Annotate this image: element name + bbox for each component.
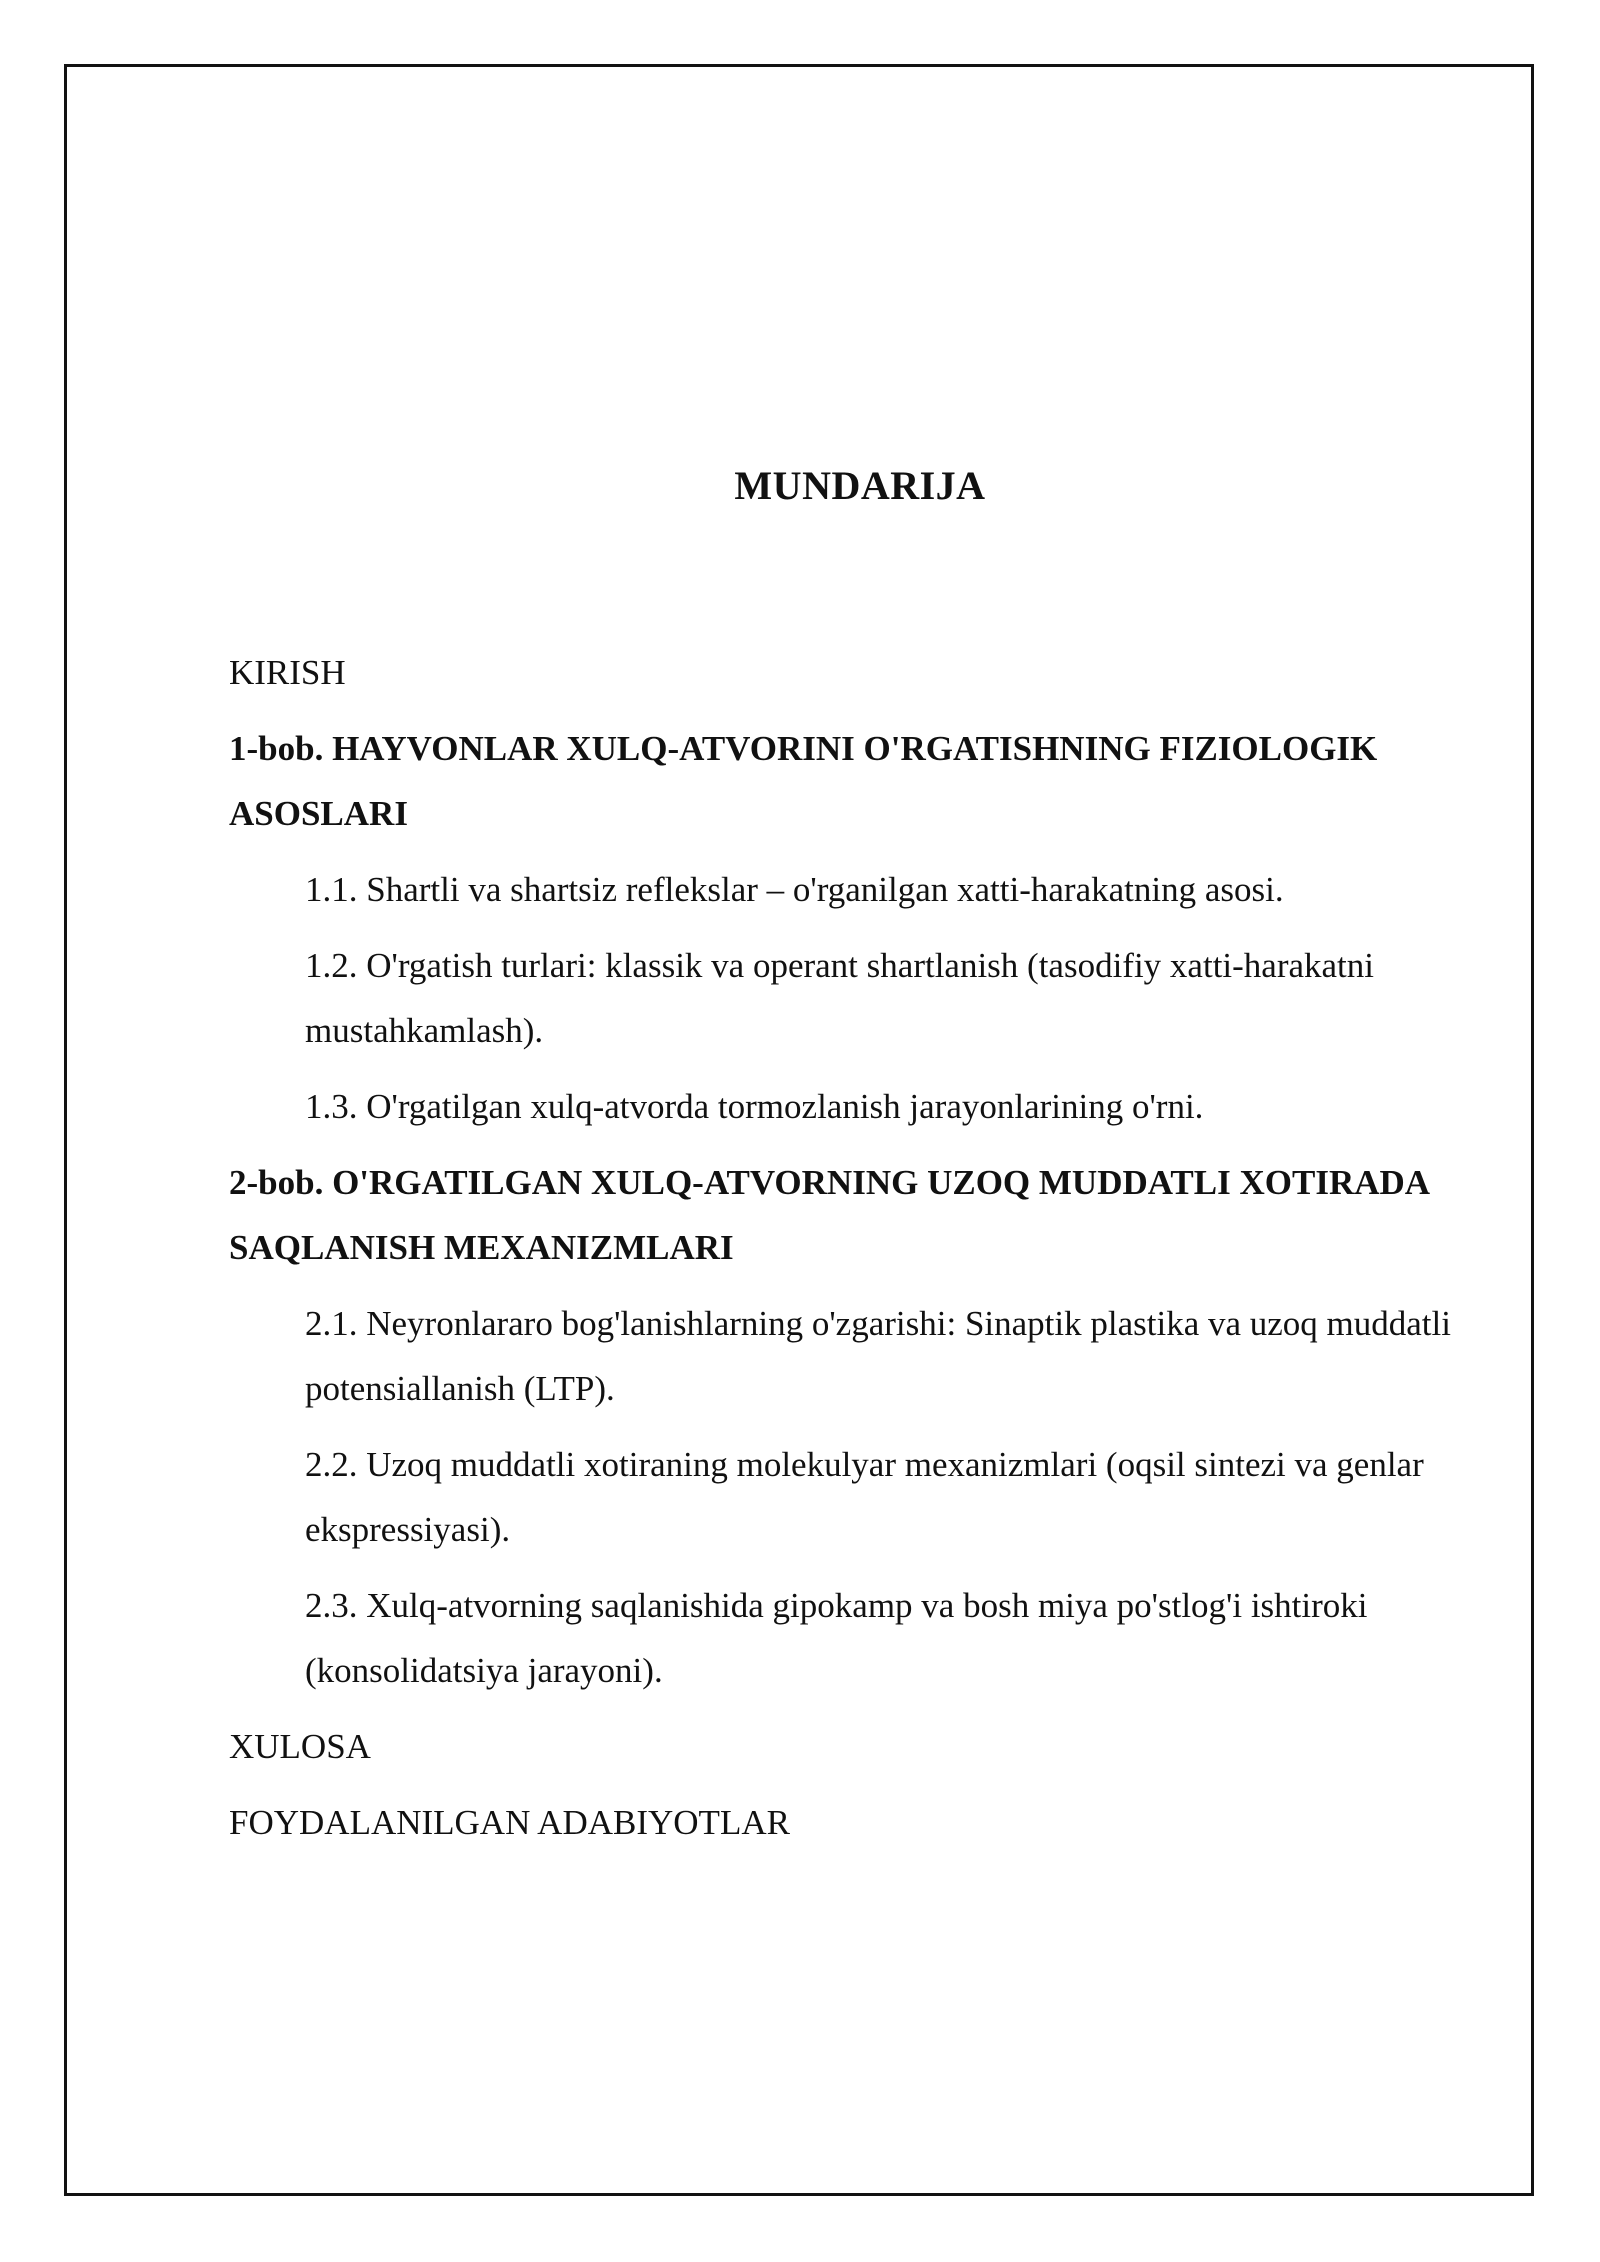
toc-entry-introduction: KIRISH bbox=[229, 653, 346, 692]
toc-entry-2-2: 2.2. Uzoq muddatli xotiraning molekulyar mexanizmlari (oqsil sintezi va genlar ekspressiyasi). bbox=[305, 1445, 1424, 1549]
toc-entry-conclusion: XULOSA bbox=[229, 1727, 371, 1766]
toc-entry-chapter-1: 1-bob. HAYVONLAR XULQ-ATVORINI O'RGATISHNING FIZIOLOGIK ASOSLARI bbox=[229, 729, 1378, 833]
toc-entry-1-1: 1.1. Shartli va shartsiz reflekslar – o'rganilgan xatti-harakatning asosi. bbox=[305, 870, 1284, 909]
toc-entry-1-2: 1.2. O'rgatish turlari: klassik va operant shartlanish (tasodifiy xatti-harakatni mustahkamlash). bbox=[305, 946, 1375, 1050]
table-of-contents bbox=[229, 640, 1484, 1866]
page-title: MUNDARIJA bbox=[734, 463, 986, 508]
toc-entry-2-3: 2.3. Xulq-atvorning saqlanishida gipokamp va bosh miya po'stlog'i ishtiroki (konsolidatsiya jarayoni). bbox=[305, 1586, 1368, 1690]
toc-entry-1-3: 1.3. O'rgatilgan xulq-atvorda tormozlanish jarayonlarining o'rni. bbox=[305, 1087, 1204, 1126]
toc-entry-references: FOYDALANILGAN ADABIYOTLAR bbox=[229, 1803, 790, 1842]
toc-entry-chapter-2: 2-bob. O'RGATILGAN XULQ-ATVORNING UZOQ MUDDATLI XOTIRADA SAQLANISH MEXANIZMLARI bbox=[229, 1163, 1429, 1267]
toc-entry-2-1: 2.1. Neyronlararo bog'lanishlarning o'zgarishi: Sinaptik plastika va uzoq muddatli potensiallanish (LTP). bbox=[305, 1304, 1451, 1408]
